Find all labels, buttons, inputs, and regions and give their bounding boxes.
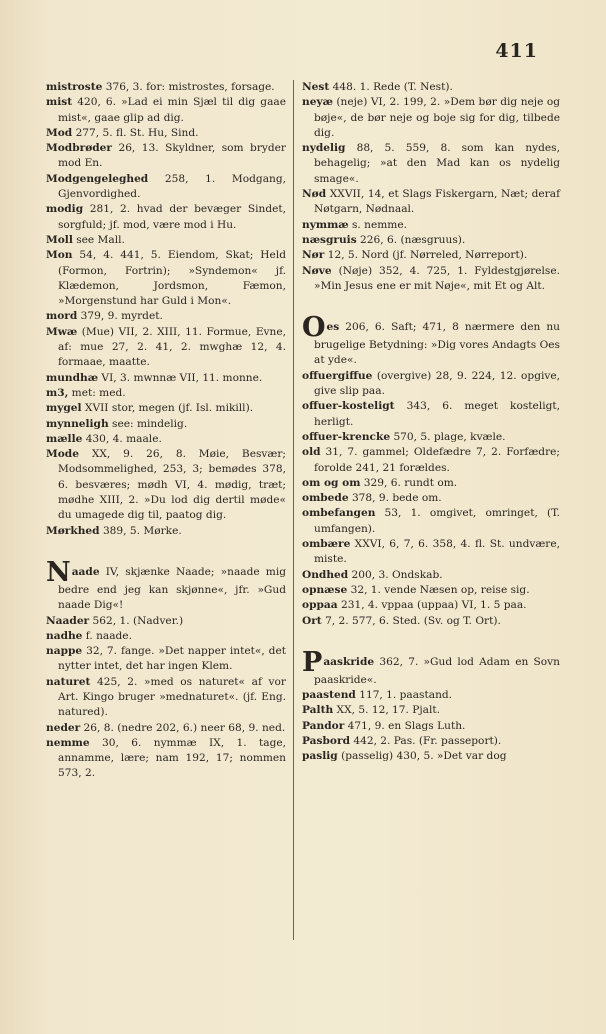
dictionary-entry [302,734,560,749]
entry-definition: (neje) VI, 2. 199, 2. »Dem bør dig neje og bøje«, de bør neje og boje sig for dig, tilbede dig. [314,96,560,139]
entry-headword: nemme [46,736,90,749]
entry-headword: offuer-krencke [302,430,391,443]
entry-headword: offuergiffue [302,369,373,382]
dictionary-entry [302,598,560,613]
dictionary-entry [46,401,286,416]
dictionary-entry [302,749,560,764]
dictionary-entry [302,719,560,734]
dictionary-entry [302,646,560,688]
dictionary-entry [302,187,560,218]
entry-definition: 570, 5. plage, kvæle. [390,430,506,443]
dictionary-entry [46,629,286,644]
entry-headword: Naader [46,614,90,627]
dictionary-entry [302,491,560,506]
entry-headword: Palth [302,704,334,717]
entry-headword: opnæse [302,583,348,596]
entry-headword: ombede [302,492,349,505]
entry-definition: 430, 4. maale. [82,432,162,445]
entry-headword: mælle [46,432,83,445]
entry-definition: 442, 2. Pas. (Fr. passeport). [349,734,502,747]
right-column [302,80,560,765]
entry-definition: 30, 6. nymmæ IX, 1. tage, annamme, lære; nam 192, 17; nommen 573, 2. [58,736,286,780]
dictionary-entry [46,675,286,721]
dictionary-entry [302,218,560,233]
entry-definition: 343, 6. meget kosteligt, herligt. [314,400,560,428]
dictionary-entry [302,703,560,718]
entry-headword: Modbrøder [46,142,112,155]
entry-headword: ombære [302,538,351,551]
dictionary-entry [46,721,286,736]
entry-headword: Nøve [302,264,332,277]
section-p [302,646,560,765]
dictionary-entry [302,80,560,95]
entry-definition: 471, 9. en Slags Luth. [344,719,466,732]
entry-headword: Mode [46,448,79,461]
entry-headword: Moll [46,233,73,246]
entry-headword: Oes [302,312,340,344]
dictionary-entry [46,141,286,172]
entry-definition: 54, 4. 441, 5. Eiendom, Skat; Held (Formon, Fortrin); »Syndemon« jf. Klædemon, Jordsmon, Fæmon, »Morgenstund har Guld i Mon«. [58,249,286,308]
entry-definition: 376, 3. for: mistrostes, forsage. [102,81,275,93]
dictionary-entry [46,80,286,95]
dictionary-entry [302,583,560,598]
dictionary-entry [46,202,286,233]
entry-headword: naturet [46,675,91,688]
dictionary-entry [46,371,286,386]
section-n [46,556,286,782]
dictionary-entry [302,312,560,369]
dictionary-entry [46,432,286,447]
entry-definition: 32, 1. vende Næsen op, reise sig. [347,583,530,596]
entry-definition: 32, 7. fange. »Det napper intet«, det nytter intet, det har ingen Klem. [58,645,286,673]
entry-headword: paslig [302,750,338,763]
dictionary-entry [302,476,560,491]
dictionary-entry [302,430,560,445]
dictionary-entry [46,447,286,523]
entry-headword: Mod [46,126,73,139]
dictionary-entry [46,233,286,248]
entry-definition: XVII stor, megen (jf. Isl. mikill). [81,402,254,415]
dictionary-entry [46,556,286,614]
entry-headword: nadhe [46,629,83,642]
entry-definition: s. nemme. [348,218,407,231]
entry-definition: 117, 1. paastand. [355,689,453,702]
entry-definition: (passelig) 430, 5. »Det var dog [337,750,507,763]
entry-headword: Naade [46,556,100,588]
entry-definition: 448. 1. Rede (T. Nest). [329,81,453,93]
entry-headword: Nød [302,188,327,201]
dictionary-entry [46,172,286,203]
entry-definition: 31, 7. gammel; Oldefædre 7, 2. Forfædre; forolde 241, 21 forældes. [314,446,560,474]
entry-definition: 53, 1. omgivet, omringet, (T. umfangen). [314,507,560,535]
entry-headword: ombefangen [302,507,376,520]
dictionary-entry [302,688,560,703]
entry-definition: XXVII, 14, et Slags Fiskergarn, Næt; deraf Nøtgarn, Nødnaal. [314,188,560,216]
entries-m [46,80,286,539]
dictionary-entry [302,506,560,537]
entry-headword: Mørkhed [46,524,100,537]
dictionary-entry [302,141,560,187]
left-column [46,80,286,782]
dictionary-entry [302,369,560,400]
dictionary-entry [302,264,560,295]
entry-definition: 379, 9. myrdet. [77,310,163,323]
column-divider [293,80,294,940]
dictionary-entry [46,644,286,675]
dictionary-entry [46,126,286,141]
entry-headword: neder [46,721,81,734]
dictionary-entry [46,417,286,432]
dictionary-entry [302,445,560,476]
entry-definition: 231, 4. vppaa (uppaa) VI, 1. 5 paa. [337,599,527,612]
entry-headword: Nør [302,249,325,262]
entry-definition: 378, 9. bede om. [348,492,442,505]
section-o [302,312,560,629]
entry-headword: m3, [46,386,69,399]
entry-headword: Modgengeleghed [46,172,149,185]
entry-headword: Ort [302,614,322,627]
dictionary-entry [302,95,560,141]
entry-headword: paastend [302,689,356,702]
entry-definition: 26, 13. Skyldner, som bryder mod En. [58,142,286,170]
entry-definition: 425, 2. »med os naturet« af vor Art. Kingo bruger »mednaturet«. (jf. Eng. natured). [58,675,286,719]
entry-definition: 226, 6. (næsgruus). [356,233,466,246]
entry-definition: 88, 5. 559, 8. som kan nydes, behagelig; »at den Mad kan os nydelig smage«. [314,142,560,185]
dictionary-entry [46,248,286,309]
entry-headword: mord [46,310,78,323]
dictionary-entry [46,524,286,539]
entry-headword: oppaa [302,599,338,612]
page-number: 411 [495,40,538,62]
dictionary-entry [46,309,286,324]
entry-definition: XXVI, 6, 7, 6. 358, 4. fl. St. undvære, miste. [314,538,560,566]
entry-definition: 26, 8. (nedre 202, 6.) neer 68, 9. ned. [80,721,286,734]
entry-definition: 277, 5. fl. St. Hu, Sind. [72,126,199,139]
entry-definition: (Mue) VII, 2. XIII, 11. Formue, Evne, af: mue 27, 2. 41, 2. mwghæ 12, 4. formaae, maatte. [58,325,286,369]
entry-definition: XX, 5. 12, 17. Pjalt. [333,704,441,717]
entry-headword: Pasbord [302,734,350,747]
dictionary-entry [302,568,560,583]
entry-definition: 7, 2. 577, 6. Sted. (Sv. og T. Ort). [321,614,501,627]
entry-headword: Mon [46,249,73,262]
dictionary-entry [302,537,560,568]
dictionary-entry [46,736,286,782]
entry-definition: 389, 5. Mørke. [99,524,182,537]
entry-headword: neyæ [302,96,333,109]
entry-definition: 329, 6. rundt om. [360,476,458,489]
entry-definition: 206, 6. Saft; 471, 8 nærmere den nu brugelige Betydning: »Dig vores Andagts Oes at yde«. [314,321,560,367]
entry-headword: offuer-kosteligt [302,400,395,413]
entry-definition: 200, 3. Ondskab. [348,568,443,581]
entry-headword: nymmæ [302,218,349,231]
dictionary-entry [302,233,560,248]
entry-headword: Paaskride [302,646,375,678]
entry-definition: 362, 7. »Gud lod Adam en Sovn paaskride«. [314,655,560,686]
entry-definition: 281, 2. hvad der bevæger Sindet, sorgfuld; jf. mod, være mod i Hu. [58,203,286,231]
entry-definition: met: med. [68,386,126,399]
entry-headword: nappe [46,645,83,658]
entry-headword: næsgruis [302,233,357,246]
entry-headword: mundhæ [46,371,99,384]
entry-headword: Mwæ [46,325,78,338]
entry-definition: see: mindelig. [108,417,188,430]
entry-headword: mistroste [46,81,103,93]
dictionary-entry [46,95,286,126]
entry-definition: f. naade. [82,629,132,642]
dictionary-entry [46,325,286,371]
entry-headword: om og om [302,476,361,489]
entry-definition: (overgive) 28, 9. 224, 12. opgive, give slip paa. [314,369,560,398]
dictionary-entry [46,614,286,629]
entry-headword: Pandor [302,719,345,732]
entry-definition: VI, 3. mwnnæ VII, 11. monne. [98,371,263,384]
entry-headword: mynneligh [46,417,109,430]
entry-definition: (Nøje) 352, 4. 725, 1. Fyldestgjørelse. »Min Jesus ene er mit Nøje«, mit Et og Alt. [314,264,560,292]
entry-definition: XX, 9. 26, 8. Møie, Besvær; Modsommelighed, 253, 3; bemødes 378, 6. besværes; mødh VI, 4. mødig, træt; mødhe XIII, 2. »Du lod dig dertil møde« du umagede dig til, paatog dig. [58,448,286,522]
entries-n [302,80,560,294]
entry-definition: 420, 6. »Lad ei min Sjæl til dig gaae mist«, gaae glip ad dig. [58,96,286,124]
entry-headword: nydelig [302,142,346,155]
entry-headword: old [302,446,321,459]
dictionary-entry [46,386,286,401]
entry-headword: mist [46,96,73,109]
dictionary-entry [302,614,560,629]
entry-headword: mygel [46,402,82,415]
entry-definition: 12, 5. Nord (jf. Nørreled, Nørreport). [324,249,528,262]
entry-headword: Ondhed [302,568,349,581]
entry-headword: modig [46,203,84,216]
dictionary-entry [302,248,560,263]
entry-definition: 258, 1. Modgang, Gjenvordighed. [58,172,286,201]
dictionary-entry [302,399,560,430]
entry-definition: see Mall. [72,233,125,246]
entry-definition: 562, 1. (Nadver.) [89,614,184,627]
entry-headword: Nest [302,81,330,93]
entry-definition: IV, skjænke Naade; »naade mig bedre end jeg kan skjønne«, jfr. »Gud naade Dig«! [58,565,286,612]
